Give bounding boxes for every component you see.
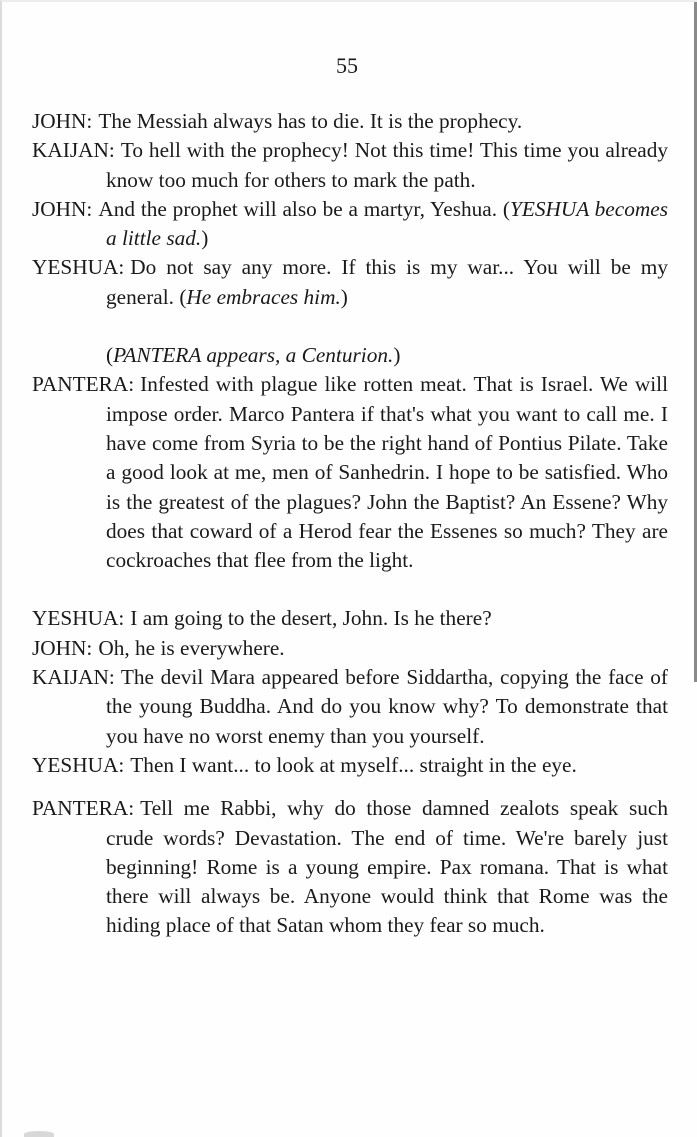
dialogue-line [32, 195, 668, 254]
speaker-name: PANTERA: [32, 372, 135, 397]
dialogue-text: Do not say any more. If this is my war... You will be my general. [106, 255, 668, 309]
stage-direction-close: ) [393, 343, 401, 368]
stage-direction-line [32, 341, 668, 370]
speaker-name: KAIJAN: [32, 138, 115, 163]
dialogue-text: Oh, he is everywhere. [98, 635, 285, 660]
speaker-name: JOHN: [32, 635, 93, 660]
dialogue-line [32, 634, 668, 663]
dialogue-line [32, 751, 668, 780]
stage-direction-close: ) [340, 284, 348, 309]
stage-direction-open: ( [106, 343, 114, 368]
script-text [32, 107, 668, 941]
dialogue-line [32, 136, 668, 195]
speaker-name: JOHN: [32, 109, 93, 133]
dialogue-text: Then I want... to look at myself... straight in the eye. [130, 752, 577, 777]
paragraph-gap [32, 312, 668, 341]
dialogue-text: The Messiah always has to die. It is the prophecy. [98, 109, 523, 133]
speaker-name: PANTERA: [32, 796, 135, 821]
scan-smudge [24, 1131, 54, 1137]
dialogue-line [32, 253, 668, 312]
stage-direction-close: ) [201, 226, 209, 251]
stage-direction: He embraces him. [186, 284, 341, 309]
stage-direction: PANTERA appears, a Centurion. [113, 343, 394, 368]
dialogue-text: The devil Mara appeared before Siddartha, copying the face of the young Buddha. And do you know why? To demonstrate that you have no worst enemy than you yourself. [106, 665, 668, 748]
stage-direction: YESHUA becomes a little sad. [106, 196, 668, 251]
dialogue-text: Tell me Rabbi, why do those damned zealots speak such crude words? Devastation. The end of time. We're barely just beginning! Rome is a young empire. Pax romana. That is what there will always be. Anyone would think that Rome was the hiding place of that Satan whom they fear so much. [106, 796, 668, 938]
stage-direction-open: ( [179, 284, 187, 309]
speaker-name: YESHUA: [32, 255, 125, 280]
paragraph-gap [32, 780, 668, 794]
dialogue-line [32, 663, 668, 751]
dialogue-text: Infested with plague like rotten meat. That is Israel. We will impose order. Marco Pantera if that's what you want to call me. I have come from Syria to be the right hand of Pontius Pilate. Take a good look at me, men of Sanhedrin. I hope to be satisfied. Who is the greatest of the plagues? John the Baptist? An Essene? Why does that coward of a Herod fear the Essenes so much? They are cockroaches that flee from the light. [106, 372, 668, 573]
dialogue-line [32, 107, 668, 136]
stage-direction-open: ( [502, 196, 510, 221]
page-number: 55 [336, 53, 358, 78]
speaker-name: YESHUA: [32, 606, 125, 631]
speaker-name: KAIJAN: [32, 665, 115, 690]
dialogue-text: And the prophet will also be a martyr, Yeshua. [98, 196, 498, 221]
dialogue-text: To hell with the prophecy! Not this time! This time you already know too much for others to mark the path. [106, 138, 668, 192]
dialogue-line [32, 604, 668, 633]
dialogue-line [32, 370, 668, 575]
speaker-name: YESHUA: [32, 752, 125, 777]
dialogue-line [32, 794, 668, 940]
dialogue-text: I am going to the desert, John. Is he there? [130, 606, 492, 631]
speaker-name: JOHN: [32, 196, 93, 221]
paragraph-gap [32, 575, 668, 604]
